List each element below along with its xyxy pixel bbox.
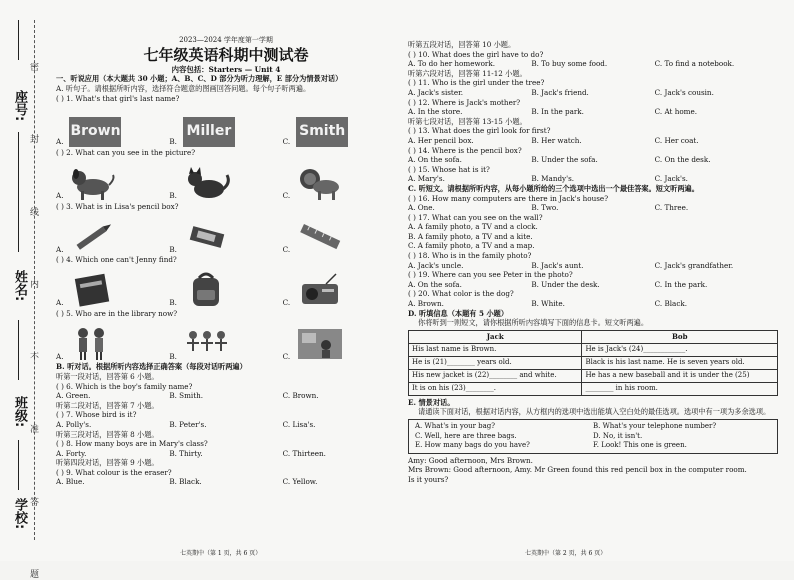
table-cell: Black is his last name. He is seven years old. <box>582 356 778 369</box>
question-14-options <box>408 155 778 165</box>
backpack-illustration <box>183 272 231 308</box>
option: C. Three. <box>654 203 689 213</box>
part-d-title: D. 听填信息（本题有 5 小题） <box>408 308 509 318</box>
question-5: ( ) 5. Who are in the library now? <box>56 308 178 318</box>
option: C. At home. <box>654 107 698 117</box>
option: C. A family photo, a TV and a map. <box>408 241 535 251</box>
question-12: ( ) 12. Where is Jack's mother? <box>408 97 521 107</box>
option: C. Black. <box>654 299 687 309</box>
table-row <box>409 369 778 382</box>
dialogue-7-instruction: 听第七段对话，回答第 13-15 小题。 <box>408 116 527 126</box>
question-2: ( ) 2. What can you see in the picture? <box>56 147 196 157</box>
option: C. Thirteen. <box>282 448 326 458</box>
question-16: ( ) 16. How many computers are there in Jack's house? <box>408 193 609 203</box>
name-card-miller: Miller <box>183 117 235 147</box>
table-header-row <box>409 330 778 343</box>
question-6-options <box>56 391 396 401</box>
table-cell: He is Jack's (24)____________. <box>582 343 778 356</box>
page-1-footer: 七英期中（第 1 页，共 6 页） <box>180 550 262 557</box>
dog-illustration <box>69 165 117 201</box>
school-year: 2023—2024 学年度第一学期 <box>179 36 273 44</box>
dialogue-6-instruction: 听第六段对话，回答第 11-12 小题。 <box>408 68 527 78</box>
box-option: F. Look! This one is green. <box>593 441 687 450</box>
option-label: A. <box>56 137 64 147</box>
option: B. A family photo, a TV and a kite. <box>408 231 533 241</box>
question-19: ( ) 19. Where can you see Peter in the photo? <box>408 270 573 280</box>
option: A. One. <box>408 203 435 213</box>
question-16-options <box>408 203 778 213</box>
seal-char: 答 <box>30 497 40 508</box>
option: C. Jack's cousin. <box>654 87 714 97</box>
seal-char: 密 <box>30 63 40 73</box>
table-row <box>409 382 778 395</box>
question-1: ( ) 1. What's that girl's last name? <box>56 94 180 104</box>
option: A. Green. <box>56 391 91 401</box>
option: C. Jack's grandfather. <box>654 260 734 270</box>
option: C. On the desk. <box>654 155 711 165</box>
name-card-brown: Brown <box>69 117 121 147</box>
question-6: ( ) 6. Which is the boy's family name? <box>56 381 193 391</box>
option-label: C. <box>282 351 291 361</box>
option: B. Black. <box>169 477 202 487</box>
question-11-options <box>408 88 778 98</box>
question-8: ( ) 8. How many boys are in Mary's class? <box>56 439 208 449</box>
table-header: Bob <box>582 330 778 343</box>
option: A. To do her homework. <box>408 59 496 69</box>
question-4: ( ) 4. Which one can't Jenny find? <box>56 255 177 265</box>
seal-char: 线 <box>30 207 40 218</box>
option: B. Her watch. <box>531 135 582 145</box>
option: C. Lisa's. <box>282 419 316 429</box>
table-header: Jack <box>409 330 582 343</box>
question-1-images <box>56 105 396 147</box>
info-card-table <box>408 330 778 396</box>
option: B. Peter's. <box>169 419 207 429</box>
radio-illustration <box>296 272 344 308</box>
option: B. White. <box>531 299 565 309</box>
option: C. Her coat. <box>654 135 699 145</box>
name-label: 姓名: <box>12 270 27 302</box>
option-label: B. <box>169 351 177 361</box>
class-label: 班级: <box>12 396 27 428</box>
option: B. Jack's friend. <box>531 87 589 97</box>
question-20: ( ) 20. What color is the dog? <box>408 289 514 299</box>
option: B. Jack's aunt. <box>531 260 584 270</box>
dialogue-5-instruction: 听第五段对话，回答第 10 小题。 <box>408 40 516 49</box>
question-13: ( ) 13. What does the girl look for first? <box>408 126 551 136</box>
option: B. Under the sofa. <box>531 155 598 165</box>
question-9: ( ) 9. What colour is the eraser? <box>56 467 172 477</box>
two-people-illustration <box>69 325 117 361</box>
part-e-title: E. 情景对话。 <box>408 397 455 407</box>
binding-line <box>18 132 19 252</box>
option-label: C. <box>282 137 291 147</box>
option: A. Jack's sister. <box>408 87 464 97</box>
option: B. In the park. <box>531 107 584 117</box>
page-2 <box>408 40 778 485</box>
page-1 <box>56 36 396 487</box>
option-label: A. <box>56 351 64 361</box>
option: A. In the store. <box>408 107 463 117</box>
question-5-images <box>56 319 396 361</box>
question-15-options <box>408 174 778 184</box>
box-option: A. What's in your bag? <box>415 422 496 430</box>
seal-char: 题 <box>30 569 40 580</box>
dialogue-line: Mrs Brown: Good afternoon, Amy. Mr Green found this red pencil box in the computer room. <box>408 465 747 475</box>
binding-line <box>18 440 19 490</box>
option: A. Brown. <box>408 299 444 309</box>
box-option: C. Well, here are three bags. <box>415 431 517 440</box>
ruler-illustration <box>296 220 344 254</box>
dialogue-1-instruction: 听第一段对话，回答第 6 小题。 <box>56 371 159 381</box>
table-cell: It is on his (23)________. <box>409 382 582 395</box>
part-e-instruction: 请通读下面对话，根据对话内容，从方框内的选项中选出能填入空白处的最佳选项。选项中有一项为多余选项。 <box>418 407 771 417</box>
option: B. Two. <box>531 203 559 213</box>
option-label: C. <box>282 298 291 308</box>
question-15: ( ) 15. Whose hat is it? <box>408 164 490 174</box>
option-label: C. <box>282 190 291 200</box>
school-label: 学校: <box>12 498 27 530</box>
dialogue-line: Amy: Good afternoon, Mrs Brown. <box>408 455 533 465</box>
question-17: ( ) 17. What can you see on the wall? <box>408 212 543 222</box>
question-18-options <box>408 261 778 271</box>
option: B. Mandy's. <box>531 174 575 184</box>
question-19-options <box>408 280 778 290</box>
question-3: ( ) 3. What is in Lisa's pencil box? <box>56 201 179 211</box>
question-12-options <box>408 107 778 117</box>
table-row <box>409 343 778 356</box>
book-illustration <box>69 272 117 308</box>
option: B. To buy some food. <box>531 59 608 69</box>
question-10-options <box>408 59 778 69</box>
box-option: E. How many bags do you have? <box>415 441 530 450</box>
exam-scope: 内容包括：Starters — Unit 4 <box>171 64 281 74</box>
name-card-smith: Smith <box>296 117 348 147</box>
part-d-instruction: 你将听到一则短文，请你根据所听内容填写下面的信息卡。短文听两遍。 <box>418 318 649 328</box>
section-1-title: 一、听说应用（本大题共 30 小题；A、B、C、D 部分为听力理解，E 部分为情景对话） <box>56 74 343 84</box>
question-10: ( ) 10. What does the girl have to do? <box>408 49 544 59</box>
option: B. Smith. <box>169 391 204 401</box>
options-box <box>408 419 778 454</box>
seal-char: 准 <box>30 425 40 436</box>
question-7: ( ) 7. Whose bird is it? <box>56 410 137 420</box>
box-option: D. No, it isn't. <box>593 431 643 440</box>
option: A. Mary's. <box>408 174 445 184</box>
binding-line <box>18 320 19 380</box>
option: A. Blue. <box>56 477 85 487</box>
option: C. Brown. <box>282 391 319 401</box>
question-20-options <box>408 299 778 309</box>
table-cell: His last name is Brown. <box>409 343 582 356</box>
question-18: ( ) 18. Who is in the family photo? <box>408 251 532 261</box>
question-4-images <box>56 266 396 308</box>
table-cell: He is (21)________ years old. <box>409 356 582 369</box>
option-label: A. <box>56 190 64 200</box>
eraser-illustration <box>183 220 231 254</box>
question-14: ( ) 14. Where is the pencil box? <box>408 145 522 155</box>
pencil-illustration <box>69 220 117 254</box>
part-b-title: B. 听对话。根据所听内容选择正确答案（每段对话听两遍） <box>56 362 247 372</box>
playground-illustration <box>296 325 344 361</box>
option: A. On the sofa. <box>408 279 462 289</box>
dialogue-4-instruction: 听第四段对话，回答第 9 小题。 <box>56 458 159 468</box>
option: A. Her pencil box. <box>408 135 474 145</box>
option-label: A. <box>56 298 64 308</box>
option: A. Forty. <box>56 448 87 458</box>
option: B. Thirty. <box>169 448 203 458</box>
option: A. Jack's uncle. <box>408 260 464 270</box>
option: C. In the park. <box>654 279 708 289</box>
question-9-options <box>56 477 396 487</box>
option: A. Polly's. <box>56 419 92 429</box>
page-2-footer: 七英期中（第 2 页，共 6 页） <box>525 550 607 557</box>
option-label: C. <box>282 244 291 254</box>
table-cell: His new jacket is (22)________ and white. <box>409 369 582 382</box>
part-a-title: A. 听句子。请根据所听内容，选择符合题意的图画回答问题。每个句子听两遍。 <box>56 83 311 93</box>
cat-illustration <box>183 165 231 201</box>
question-7-options <box>56 420 396 430</box>
binding-line <box>18 20 19 60</box>
seal-line-text <box>30 60 44 580</box>
table-cell: ________ in his room. <box>582 382 778 395</box>
option: C. To find a notebook. <box>654 59 735 69</box>
question-2-images <box>56 159 396 201</box>
dialogue-2-instruction: 听第二段对话，回答第 7 小题。 <box>56 400 159 410</box>
option: C. Jack's. <box>654 174 688 184</box>
children-illustration <box>183 325 231 361</box>
question-8-options <box>56 449 396 459</box>
question-3-images <box>56 212 396 254</box>
table-row <box>409 356 778 369</box>
option: B. Under the desk. <box>531 279 600 289</box>
dialogue-3-instruction: 听第三段对话，回答第 8 小题。 <box>56 429 159 439</box>
part-c-title: C. 听短文。请根据所听内容，从每小题所给的三个选项中选出一个最佳答案。短文听两遍。 <box>408 183 699 193</box>
question-13-options <box>408 136 778 146</box>
option: A. On the sofa. <box>408 155 462 165</box>
option-label: A. <box>56 244 64 254</box>
box-option: B. What's your telephone number? <box>593 422 717 430</box>
lion-illustration <box>296 165 344 201</box>
seal-char: 不 <box>30 352 40 363</box>
seal-char: 封 <box>30 135 40 146</box>
option-label: B. <box>169 190 177 200</box>
option: A. A family photo, a TV and a clock. <box>408 222 538 232</box>
question-11: ( ) 11. Who is the girl under the tree? <box>408 78 545 88</box>
option-label: B. <box>169 298 177 308</box>
table-cell: He has a new baseball and it is under the (25) <box>582 369 778 382</box>
option-label: B. <box>169 137 177 147</box>
dialogue-line: Is it yours? <box>408 474 449 484</box>
seal-char: 内 <box>30 280 40 291</box>
option-label: B. <box>169 244 177 254</box>
option: C. Yellow. <box>282 477 318 487</box>
exam-number-label: 座号: <box>12 90 27 122</box>
exam-title: 七年级英语科期中测试卷 <box>143 45 309 64</box>
